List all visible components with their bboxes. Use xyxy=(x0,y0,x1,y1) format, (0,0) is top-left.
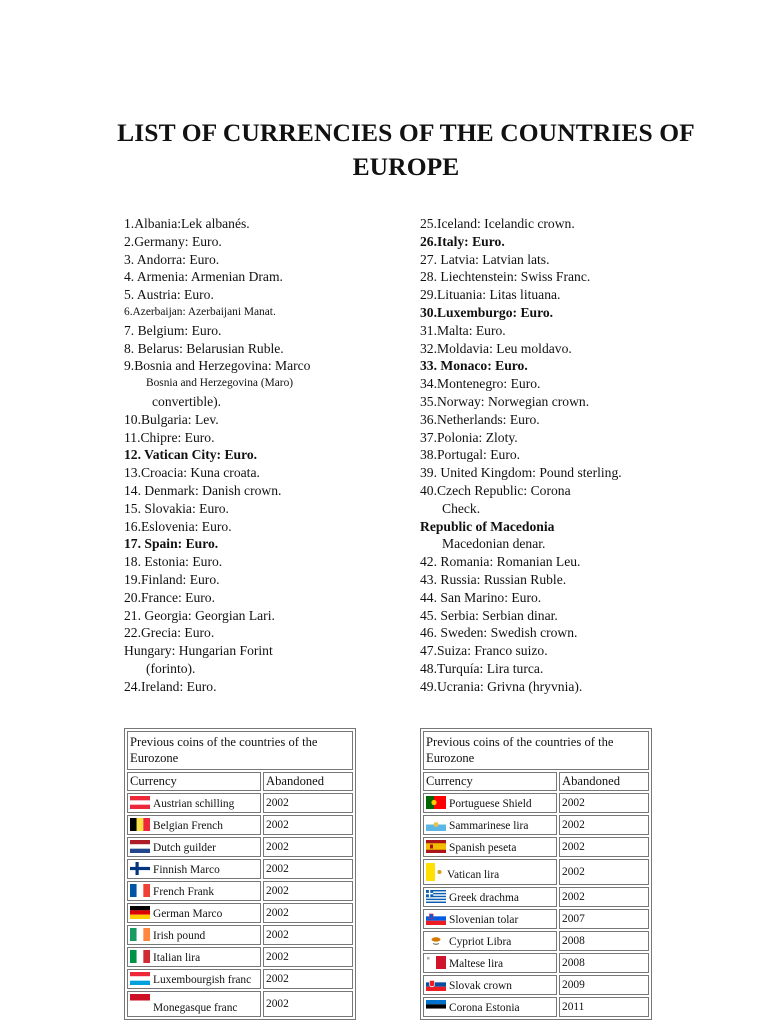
table-row xyxy=(423,793,649,813)
list-item: 1.Albania:Lek albanés. xyxy=(124,216,250,231)
currency-name: Irish pound xyxy=(153,930,206,942)
list-item: 29.Lituania: Litas lituana. xyxy=(420,287,561,303)
netherlands-flag-icon xyxy=(130,840,150,853)
abandoned-year: 2002 xyxy=(263,969,353,989)
list-item: 30.Luxemburgo: Euro. xyxy=(420,304,554,320)
list-item: 13.Croacia: Kuna croata. xyxy=(124,465,260,481)
list-item: 34.Montenegro: Euro. xyxy=(420,376,541,392)
abandoned-year: 2002 xyxy=(263,859,353,879)
abandoned-year: 2002 xyxy=(263,881,353,901)
abandoned-year: 2002 xyxy=(559,887,649,907)
currency-name: Spanish peseta xyxy=(449,842,517,854)
column-header-abandoned: Abandoned xyxy=(263,772,353,791)
currency-name: Finnish Marco xyxy=(153,864,220,876)
table-row xyxy=(127,925,353,945)
list-item: (forinto). xyxy=(146,660,196,676)
list-item: 11.Chipre: Euro. xyxy=(124,429,215,445)
list-item: 15. Slovakia: Euro. xyxy=(124,500,229,516)
left-country-list xyxy=(124,215,354,696)
portugal-flag-icon xyxy=(426,796,446,809)
abandoned-year: 2011 xyxy=(559,997,649,1017)
table-row xyxy=(127,815,353,835)
belgium-flag-icon xyxy=(130,818,150,831)
list-item: 8. Belarus: Belarusian Ruble. xyxy=(124,340,284,356)
list-item: Bosnia and Herzegovina (Maro) xyxy=(146,377,294,390)
abandoned-year: 2002 xyxy=(263,793,353,813)
greece-flag-icon xyxy=(426,890,446,903)
finland-flag-icon xyxy=(130,862,150,875)
austria-flag-icon xyxy=(130,796,150,809)
list-item: 5. Austria: Euro. xyxy=(124,287,214,303)
table-row xyxy=(423,837,649,857)
list-item: 22.Grecia: Euro. xyxy=(124,625,215,641)
list-item: 36.Netherlands: Euro. xyxy=(420,411,540,427)
list-item: 9.Bosnia and Herzegovina: Marco xyxy=(124,358,311,374)
table-row xyxy=(127,991,353,1017)
abandoned-year: 2002 xyxy=(559,837,649,857)
san-marino-flag-icon xyxy=(426,818,446,831)
list-item: 39. United Kingdom: Pound sterling. xyxy=(420,465,622,481)
abandoned-year: 2008 xyxy=(559,931,649,951)
vatican-flag-icon xyxy=(426,863,444,881)
column-header-currency: Currency xyxy=(127,772,261,791)
eurozone-coins-table-left xyxy=(124,728,356,1020)
list-item: 44. San Marino: Euro. xyxy=(420,589,542,605)
list-item: 21. Georgia: Georgian Lari. xyxy=(124,607,275,623)
abandoned-year: 2002 xyxy=(559,815,649,835)
list-item: 17. Spain: Euro. xyxy=(124,536,219,552)
list-item: 25.Iceland: Icelandic crown. xyxy=(420,216,575,231)
table-row xyxy=(127,881,353,901)
luxembourg-flag-icon xyxy=(130,972,150,985)
list-item: 12. Vatican City: Euro. xyxy=(124,447,258,463)
table-row xyxy=(423,997,649,1017)
list-item: 14. Denmark: Danish crown. xyxy=(124,482,282,498)
table-row xyxy=(127,837,353,857)
spain-flag-icon xyxy=(426,840,446,853)
france-flag-icon xyxy=(130,884,150,897)
list-item: 16.Eslovenia: Euro. xyxy=(124,518,232,534)
cyprus-flag-icon xyxy=(426,934,446,947)
table-row xyxy=(127,793,353,813)
monaco-flag-icon xyxy=(130,994,150,1007)
list-item: Macedonian denar. xyxy=(442,536,546,552)
list-item: Hungary: Hungarian Forint xyxy=(124,643,273,659)
right-country-list xyxy=(420,215,670,696)
table-row xyxy=(423,815,649,835)
list-item: 2.Germany: Euro. xyxy=(124,233,222,249)
slovakia-flag-icon xyxy=(426,978,446,991)
table-row xyxy=(423,953,649,973)
list-item: 19.Finland: Euro. xyxy=(124,571,220,587)
abandoned-year: 2002 xyxy=(559,793,649,813)
table-row xyxy=(127,903,353,923)
table-row xyxy=(423,859,649,885)
list-item: 24.Ireland: Euro. xyxy=(124,678,217,694)
list-item: 47.Suiza: Franco suizo. xyxy=(420,643,548,659)
currency-name: Monegasque franc xyxy=(153,1002,238,1014)
currency-name: Dutch guilder xyxy=(153,842,216,854)
currency-name: Cypriot Libra xyxy=(449,936,512,948)
title-line-1: LIST OF CURRENCIES OF THE COUNTRIES OF xyxy=(117,118,695,147)
abandoned-year: 2008 xyxy=(559,953,649,973)
abandoned-year: 2002 xyxy=(263,991,353,1017)
list-item: 45. Serbia: Serbian dinar. xyxy=(420,607,558,623)
abandoned-year: 2002 xyxy=(263,925,353,945)
currency-name: Slovenian tolar xyxy=(449,914,519,926)
table-row xyxy=(423,887,649,907)
table-row xyxy=(127,947,353,967)
list-item: 27. Latvia: Latvian lats. xyxy=(420,251,550,267)
abandoned-year: 2002 xyxy=(263,837,353,857)
list-item: 46. Sweden: Swedish crown. xyxy=(420,625,578,641)
list-item: 33. Monaco: Euro. xyxy=(420,358,528,374)
list-item: 32.Moldavia: Leu moldavo. xyxy=(420,340,572,356)
list-item: 20.France: Euro. xyxy=(124,589,215,605)
column-header-abandoned: Abandoned xyxy=(559,772,649,791)
currency-name: Slovak crown xyxy=(449,980,512,992)
table-row xyxy=(423,931,649,951)
list-item: 10.Bulgaria: Lev. xyxy=(124,411,219,427)
abandoned-year: 2002 xyxy=(559,859,649,885)
list-item: 48.Turquía: Lira turca. xyxy=(420,660,544,676)
list-item: 43. Russia: Russian Ruble. xyxy=(420,571,567,587)
currency-name: Greek drachma xyxy=(449,892,519,904)
currency-name: Sammarinese lira xyxy=(449,820,529,832)
currency-name: Corona Estonia xyxy=(449,1002,520,1014)
column-header-currency: Currency xyxy=(423,772,557,791)
germany-flag-icon xyxy=(130,906,150,919)
list-item: 28. Liechtenstein: Swiss Franc. xyxy=(420,269,591,285)
slovenia-flag-icon xyxy=(426,912,446,925)
table-heading: Previous coins of the countries of the Eurozone xyxy=(127,731,353,770)
list-item: 38.Portugal: Euro. xyxy=(420,447,521,463)
list-item: 26.Italy: Euro. xyxy=(420,233,505,249)
list-item: 7. Belgium: Euro. xyxy=(124,322,222,338)
list-item: Republic of Macedonia xyxy=(420,518,555,534)
currency-name: Portuguese Shield xyxy=(449,798,532,810)
abandoned-year: 2002 xyxy=(263,815,353,835)
currency-name: Vatican lira xyxy=(447,869,500,881)
table-row xyxy=(127,969,353,989)
abandoned-year: 2002 xyxy=(263,903,353,923)
ireland-flag-icon xyxy=(130,928,150,941)
currency-name: Austrian schilling xyxy=(153,798,235,810)
table-row xyxy=(423,975,649,995)
list-item: 37.Polonia: Zloty. xyxy=(420,429,518,445)
list-item: 18. Estonia: Euro. xyxy=(124,554,223,570)
currency-name: French Frank xyxy=(153,886,215,898)
list-item: 6.Azerbaijan: Azerbaijani Manat. xyxy=(124,305,276,318)
list-item: 40.Czech Republic: Corona xyxy=(420,482,571,498)
estonia-flag-icon xyxy=(426,1000,446,1013)
list-item: convertible). xyxy=(152,393,222,409)
malta-flag-icon xyxy=(426,956,446,969)
currency-name: Maltese lira xyxy=(449,958,504,970)
eurozone-coins-table-right xyxy=(420,728,652,1020)
abandoned-year: 2009 xyxy=(559,975,649,995)
list-item: 31.Malta: Euro. xyxy=(420,322,506,338)
list-item: 42. Romania: Romanian Leu. xyxy=(420,554,581,570)
list-item: 3. Andorra: Euro. xyxy=(124,251,220,267)
abandoned-year: 2007 xyxy=(559,909,649,929)
table-row xyxy=(423,909,649,929)
table-row xyxy=(127,859,353,879)
list-item: 49.Ucrania: Grivna (hryvnia). xyxy=(420,678,583,694)
table-heading: Previous coins of the countries of the Eurozone xyxy=(423,731,649,770)
italy-flag-icon xyxy=(130,950,150,963)
abandoned-year: 2002 xyxy=(263,947,353,967)
list-item: 35.Norway: Norwegian crown. xyxy=(420,393,590,409)
title-line-2: EUROPE xyxy=(352,152,460,181)
currency-name: Italian lira xyxy=(153,952,201,964)
currency-name: German Marco xyxy=(153,908,223,920)
currency-name: Luxembourgish franc xyxy=(153,974,252,986)
list-item: 4. Armenia: Armenian Dram. xyxy=(124,269,283,285)
document-title xyxy=(96,116,716,184)
list-item: Check. xyxy=(442,500,481,516)
currency-name: Belgian French xyxy=(153,820,223,832)
